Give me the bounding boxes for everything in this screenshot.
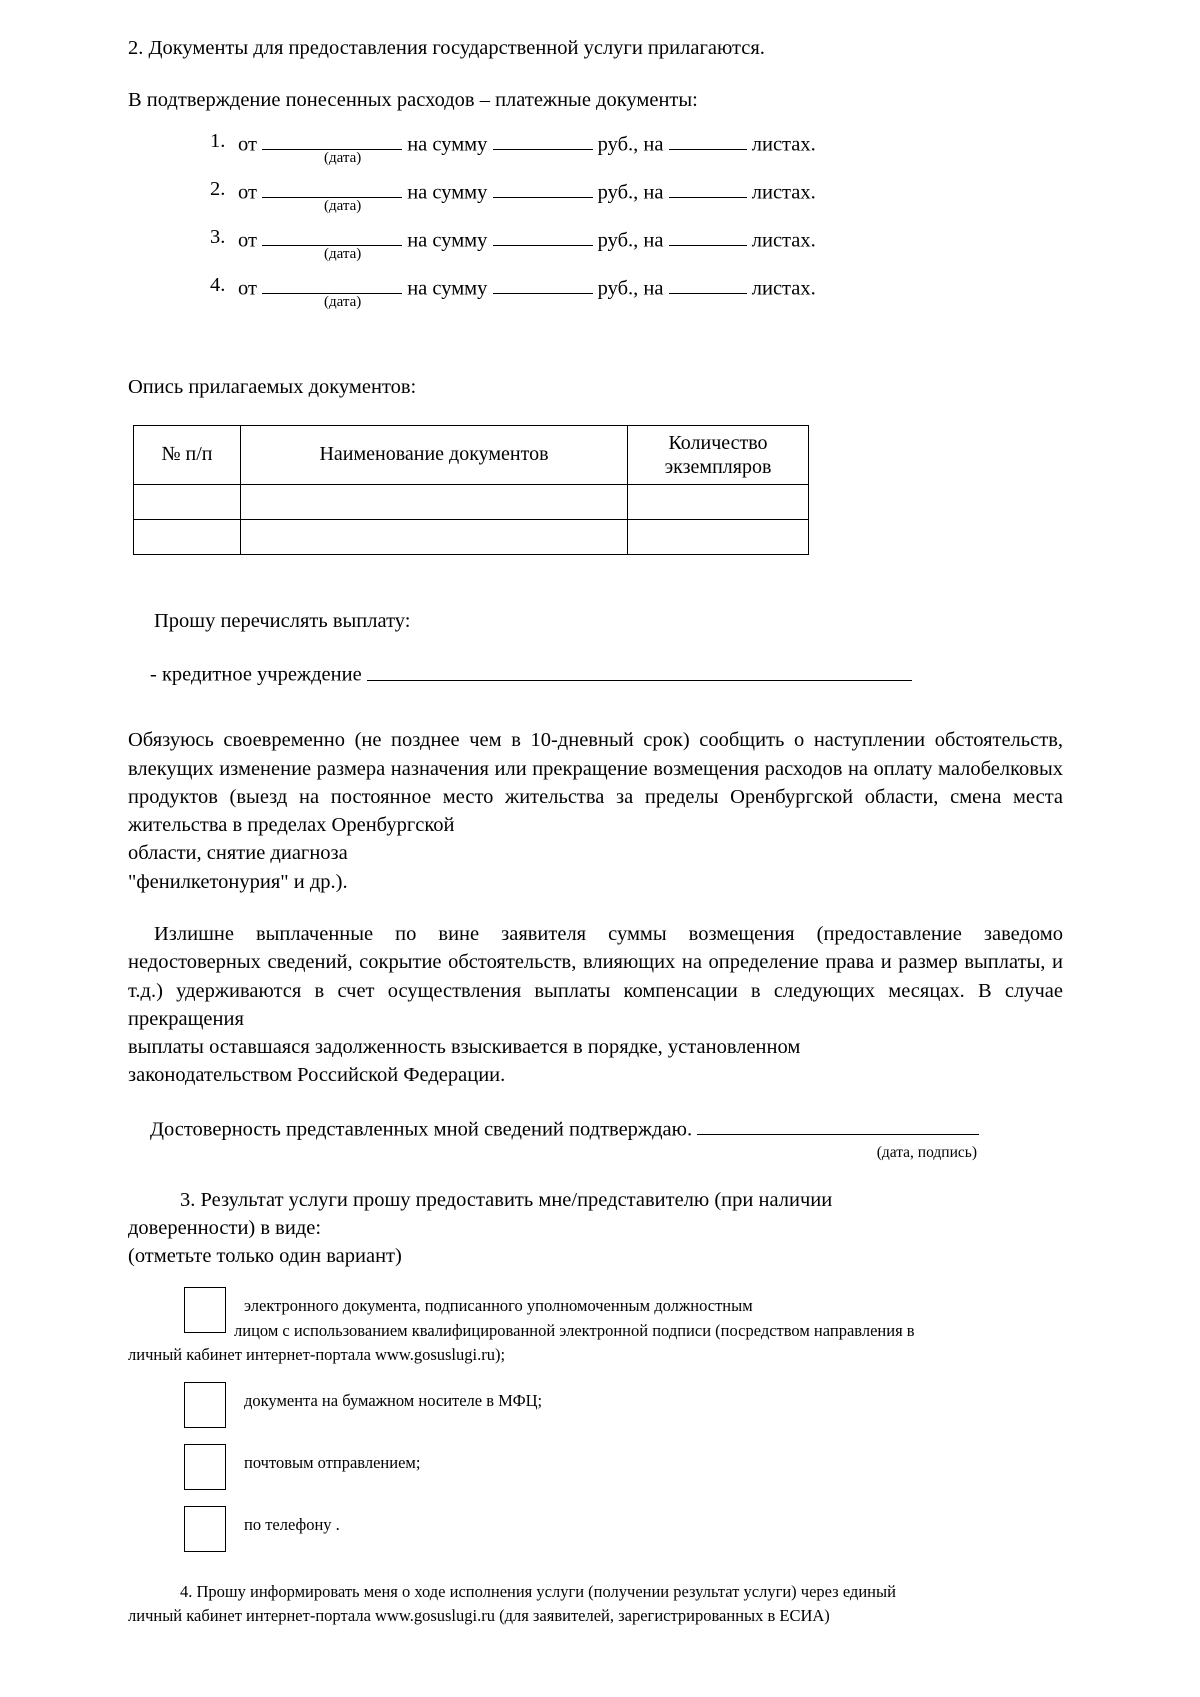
label-amount: на сумму: [407, 133, 488, 156]
cell-number[interactable]: [134, 484, 241, 519]
label-amount: на сумму: [407, 229, 488, 252]
checkbox-paper-mfc[interactable]: [184, 1382, 226, 1428]
inventory-table: [133, 425, 809, 555]
sheets-blank[interactable]: [669, 129, 747, 151]
label-sheets: листах.: [751, 181, 816, 204]
cell-count[interactable]: [628, 519, 809, 554]
obligation-tail-2: "фенилкетонурия" и др.).: [128, 870, 348, 893]
row-number: 4.: [210, 273, 226, 296]
credit-institution-row: [128, 659, 1063, 688]
option-electronic-continuation-1: [128, 1319, 1063, 1343]
amount-blank[interactable]: [493, 177, 593, 199]
date-blank[interactable]: [262, 129, 402, 151]
label-rub: руб., на: [597, 133, 664, 156]
section4-line1: 4. Прошу информировать меня о ходе исполнения услуги (получении результат услуги) через единый: [180, 1582, 896, 1602]
checkbox-postal[interactable]: [184, 1444, 226, 1490]
label-sheets: листах.: [751, 133, 816, 156]
payment-request-label: Прошу перечислять выплату:: [154, 609, 411, 632]
label-amount: на сумму: [407, 181, 488, 204]
checkbox-phone[interactable]: [184, 1506, 226, 1552]
option-electronic-continuation-2: личный кабинет интернет-портала www.gosuslugi.ru);: [128, 1344, 506, 1364]
column-header-number: № п/п: [134, 425, 241, 484]
option-phone[interactable]: [128, 1504, 1063, 1566]
section4-line2: личный кабинет интернет-портала www.gosuslugi.ru (для заявителей, зарегистрированных в ЕСИА): [128, 1606, 830, 1626]
obligation-tail-1: области, снятие диагноза: [128, 842, 348, 865]
label-from: от: [238, 277, 257, 300]
label-amount: на сумму: [407, 277, 488, 300]
option-label-paper-mfc: документа на бумажном носителе в МФЦ;: [244, 1391, 543, 1411]
option-continuation-line1: лицом с использованием квалифицированной электронной подписи (посредством направления в: [234, 1320, 915, 1340]
column-header-count: [628, 425, 809, 484]
section2-subheading: В подтверждение понесенных расходов – платежные документы:: [128, 89, 698, 112]
section3-heading-line1: 3. Результат услуги прошу предоставить мне/представителю (при наличии: [180, 1188, 833, 1211]
overpayment-tail-1: выплаты оставшаяся задолженность взыскивается в порядке, установленном: [128, 1036, 801, 1059]
checkbox-electronic-document[interactable]: [184, 1287, 226, 1333]
date-caption: (дата): [324, 293, 362, 310]
payment-document-row: [128, 225, 1063, 273]
payment-document-row: [128, 177, 1063, 225]
cell-name[interactable]: [241, 519, 628, 554]
label-from: от: [238, 229, 257, 252]
option-label-postal: почтовым отправлением;: [244, 1453, 421, 1473]
payment-document-row: [128, 273, 1063, 321]
label-sheets: листах.: [751, 229, 816, 252]
section3-instruction: (отметьте только один вариант): [128, 1245, 402, 1268]
row-number: 2.: [210, 177, 226, 200]
date-caption: (дата): [324, 245, 362, 262]
date-caption: (дата): [324, 197, 362, 214]
date-blank[interactable]: [262, 273, 402, 295]
document-body: [128, 34, 1063, 1628]
label-rub: руб., на: [597, 277, 664, 300]
option-electronic-document[interactable]: [128, 1285, 1063, 1319]
label-sheets: листах.: [751, 277, 816, 300]
label-rub: руб., на: [597, 181, 664, 204]
date-blank[interactable]: [262, 225, 402, 247]
credit-institution-blank[interactable]: [367, 659, 912, 681]
section3-heading-line2: доверенности) в виде:: [128, 1217, 322, 1240]
sheets-blank[interactable]: [669, 225, 747, 247]
table-header-row: [134, 425, 809, 484]
confirmation-row: [128, 1114, 1063, 1143]
cell-number[interactable]: [134, 519, 241, 554]
payment-documents-list: [128, 129, 1063, 321]
overpayment-tail-2: законодательством Российской Федерации.: [128, 1064, 506, 1087]
date-blank[interactable]: [262, 177, 402, 199]
obligation-paragraph: Обязуюсь своевременно (не позднее чем в 10-дневный срок) сообщить о наступлении обстоятельств, влекущих изменение размера назначения или прекращение возмещения расходов на оплату малобелковых продуктов (выезд на постоянное место жительства за пределы Оренбургской области, смена места жительства в пределах Оренбургской: [128, 729, 1063, 837]
amount-blank[interactable]: [493, 129, 593, 151]
overpayment-paragraph: Излишне выплаченные по вине заявителя суммы возмещения (предоставление заведомо недостоверных сведений, сокрытие обстоятельств, влияющих на определение права и размер выплаты, и т.д.) удерживаются в счет осуществления выплаты компенсации в следующих месяцах. В случае прекращения: [128, 922, 1063, 1030]
count-line-1: Количество: [668, 431, 768, 454]
inventory-title: Опись прилагаемых документов:: [128, 375, 417, 398]
cell-name[interactable]: [241, 484, 628, 519]
section2-heading: 2. Документы для предоставления государственной услуги прилагаются.: [128, 37, 765, 59]
confirmation-text: Достоверность представленных мной сведений подтверждаю.: [150, 1118, 693, 1141]
date-caption: (дата): [324, 149, 362, 166]
option-postal[interactable]: [128, 1442, 1063, 1504]
table-row: [134, 519, 809, 554]
sheets-blank[interactable]: [669, 273, 747, 295]
count-line-2: экземпляров: [664, 455, 772, 478]
signature-caption: (дата, подпись): [876, 1143, 977, 1161]
label-rub: руб., на: [597, 229, 664, 252]
cell-count[interactable]: [628, 484, 809, 519]
column-header-name: Наименование документов: [241, 425, 628, 484]
table-row: [134, 484, 809, 519]
payment-document-row: [128, 129, 1063, 177]
row-number: 3.: [210, 225, 226, 248]
signature-blank[interactable]: [697, 1114, 979, 1136]
label-from: от: [238, 181, 257, 204]
amount-blank[interactable]: [493, 225, 593, 247]
row-number: 1.: [210, 129, 226, 152]
label-from: от: [238, 133, 257, 156]
option-label-electronic-document: электронного документа, подписанного уполномоченным должностным: [244, 1295, 753, 1315]
sheets-blank[interactable]: [669, 177, 747, 199]
option-label-phone: по телефону .: [244, 1515, 340, 1535]
option-paper-mfc[interactable]: [128, 1380, 1063, 1442]
credit-institution-label: - кредитное учреждение: [150, 663, 362, 686]
amount-blank[interactable]: [493, 273, 593, 295]
